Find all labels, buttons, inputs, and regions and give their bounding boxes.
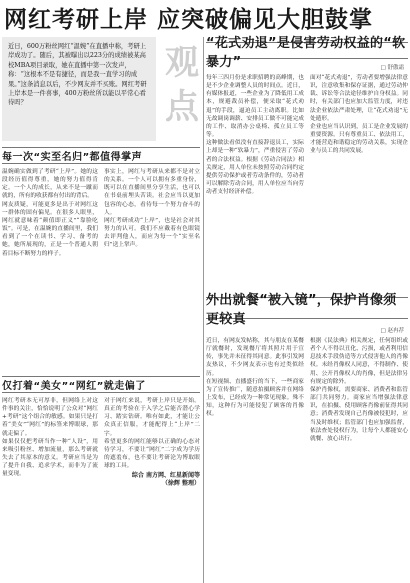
- section-title: “花式劝退”是侵害劳动权益的“软暴力”: [206, 35, 406, 70]
- paragraph: 希望更多的网红能够以正确的心态对待学习，不要让“网红”二字成为学历的遮羞布，也不要让考研沦为博取眼球的工具。: [104, 438, 200, 470]
- paragraph: 网红考研成功“上岸”，也是社会对其努力的认可。我们不应戴着有色眼镜去评判他人，而应为每一个“实至名归”送上掌声。: [104, 217, 200, 249]
- paragraph: 保护肖像权，需要商家、消费者和监管部门共同努力。商家应当增强法律意识，在拍摄、使用顾客肖像前征得其同意；消费者发现自己肖像被侵犯时，应当及时维权；监管部门也应加强监督，依法查处侵权行为，让每个人都能安心就餐、放心出行。: [310, 386, 408, 442]
- paragraph: 在短视频、直播盛行的当下，一些商家为了宣传推广，随意拍摄顾客并在网络上发布，已经成为一种常见现象。殊不知，这种行为可能侵犯了顾客的肖像权。: [206, 378, 304, 418]
- section-title: 每一次“实至名归”都值得掌声: [2, 152, 143, 163]
- paragraph: 如果仅仅把考研当作一种“人设”，用来吸引粉丝、增加流量，那么考研就失去了其原本的意义。考研应当是为了提升自我、追求学术，而非为了流量变现。: [2, 438, 98, 478]
- paragraph: 事实上，网红与考研从来都不是对立的关系。一个人可以拥有多重身份，既可以在直播间里分享生活，也可以在书桌前埋头苦读。社会应当以更加包容的心态，看待每一个努力奋斗的人。: [104, 169, 200, 216]
- right-section-1: [206, 35, 408, 196]
- paragraph: 网红考研本无可厚非，但网络上对这件事的关注，恰恰说明了公众对“网红+考研”这个组合的敏感。如果只是打着“美女”“网红”的标签来博眼球，那就走偏了。: [2, 398, 98, 437]
- paragraph: 每年三四月份是求职招聘的高峰期，也是不少企业调整人员的时间点。近日，有媒体报道，一些企业为了降低用工成本，规避裁员补偿，便采取“花式劝退”的手段，逼迫员工主动离职。比如无故调岗调薪、安排员工做不可能完成的工作、取消办公桌椅、孤立员工等等。: [206, 75, 304, 139]
- section-header: [2, 376, 200, 393]
- paragraph: 网友质疑，可能更多是出于对网红这一群体的固有偏见。在很多人眼里，网红就意味着“颜值即正义”“靠脸吃饭”。可是，在温婉的直播间里，我们看到了一个在读书、学习、备考的她，她所展现的，正是一个普通人朝着目标不断努力的样子。: [2, 201, 98, 257]
- page-headline: 网红考研上岸 应突破偏见大胆鼓掌: [4, 7, 374, 33]
- paragraph: 面对“花式劝退”，劳动者要增强法律意识，注意收集和保存证据，通过劳动仲裁、诉讼等合法途径维护自身权益。同时，有关部门也应加大监管力度，对违法企业依法严肃处理，让“花式劝退”无处遁形。: [310, 75, 408, 122]
- paragraph: 近日，有网友发帖称，其与朋友在某餐厅就餐时，发现餐厅将其照片用于宣传，事先并未征得其同意。此事引发网友热议，不少网友表示也有过类似经历。: [206, 338, 304, 377]
- paragraph: 企业也应当认识到，员工是企业发展的重要资源。只有尊重员工、依法用工，才能营造和谐稳定的劳动关系，实现企业与员工的共同发展。: [310, 123, 408, 155]
- paragraph: 对于网红来说，考研上岸只是开始。真正的考验在于入学之后能否潜心学习、踏实钻研。唯有如此，才能让公众真正信服，才能配得上“上岸”二字。: [104, 398, 200, 437]
- left-section-2: [2, 374, 200, 488]
- left-section-1: [2, 145, 200, 258]
- right-section-2: [206, 324, 408, 443]
- editor-note: （徐辉 整理）: [161, 480, 200, 488]
- source-note: 综合 南方网、红星新闻等: [131, 472, 200, 480]
- opinion-stamp: 观点: [165, 43, 199, 127]
- paragraph: 这种做法看似没有直接辞退员工，实际上却是一种“软暴力”，严重侵害了劳动者的合法权益。根据《劳动合同法》相关规定，用人单位未按照劳动合同约定提供劳动保护或者劳动条件的，劳动者可以解除劳动合同，用人单位应当向劳动者支付经济补偿。: [206, 140, 304, 196]
- section-header: [2, 147, 200, 164]
- paragraph: 温婉确实做到了考研“上岸”。她的这段经历值得尊重，她的努力值得肯定。一个人的成长，从来不是一蹴而就的，所有的收获都有付出的背后。: [2, 169, 98, 200]
- column-divider: [203, 37, 204, 583]
- section-title: 仅打着“美女”“网红”就走偏了: [2, 381, 146, 392]
- paragraph: 根据《民法典》相关规定，任何组织或者个人不得以丑化、污损，或者利用信息技术手段伪造等方式侵害他人的肖像权。未经肖像权人同意，不得制作、使用、公开肖像权人的肖像，但是法律另有规定的除外。: [310, 338, 408, 385]
- byline: □ 舒傲霜: [380, 65, 404, 71]
- section-title: 外出就餐“被入镜”，保护肖像须更较真: [206, 293, 397, 327]
- lead-summary: 近日，600万粉丝网红“温婉”在直播中称，考研上岸成功了。随后，其被曝出以223分的成绩被某高校MBA项目录取，她在直播中第一次发声，称：“这根本不是有捷径，而是我一直学习的成果。”这条消息以后，不少网友并不买账。网红考研上岸本是一件喜事，400万粉丝所以能以平常心看待吗？: [2, 37, 156, 141]
- section-header: [206, 293, 408, 327]
- byline: □ 赵冉荐: [380, 328, 404, 334]
